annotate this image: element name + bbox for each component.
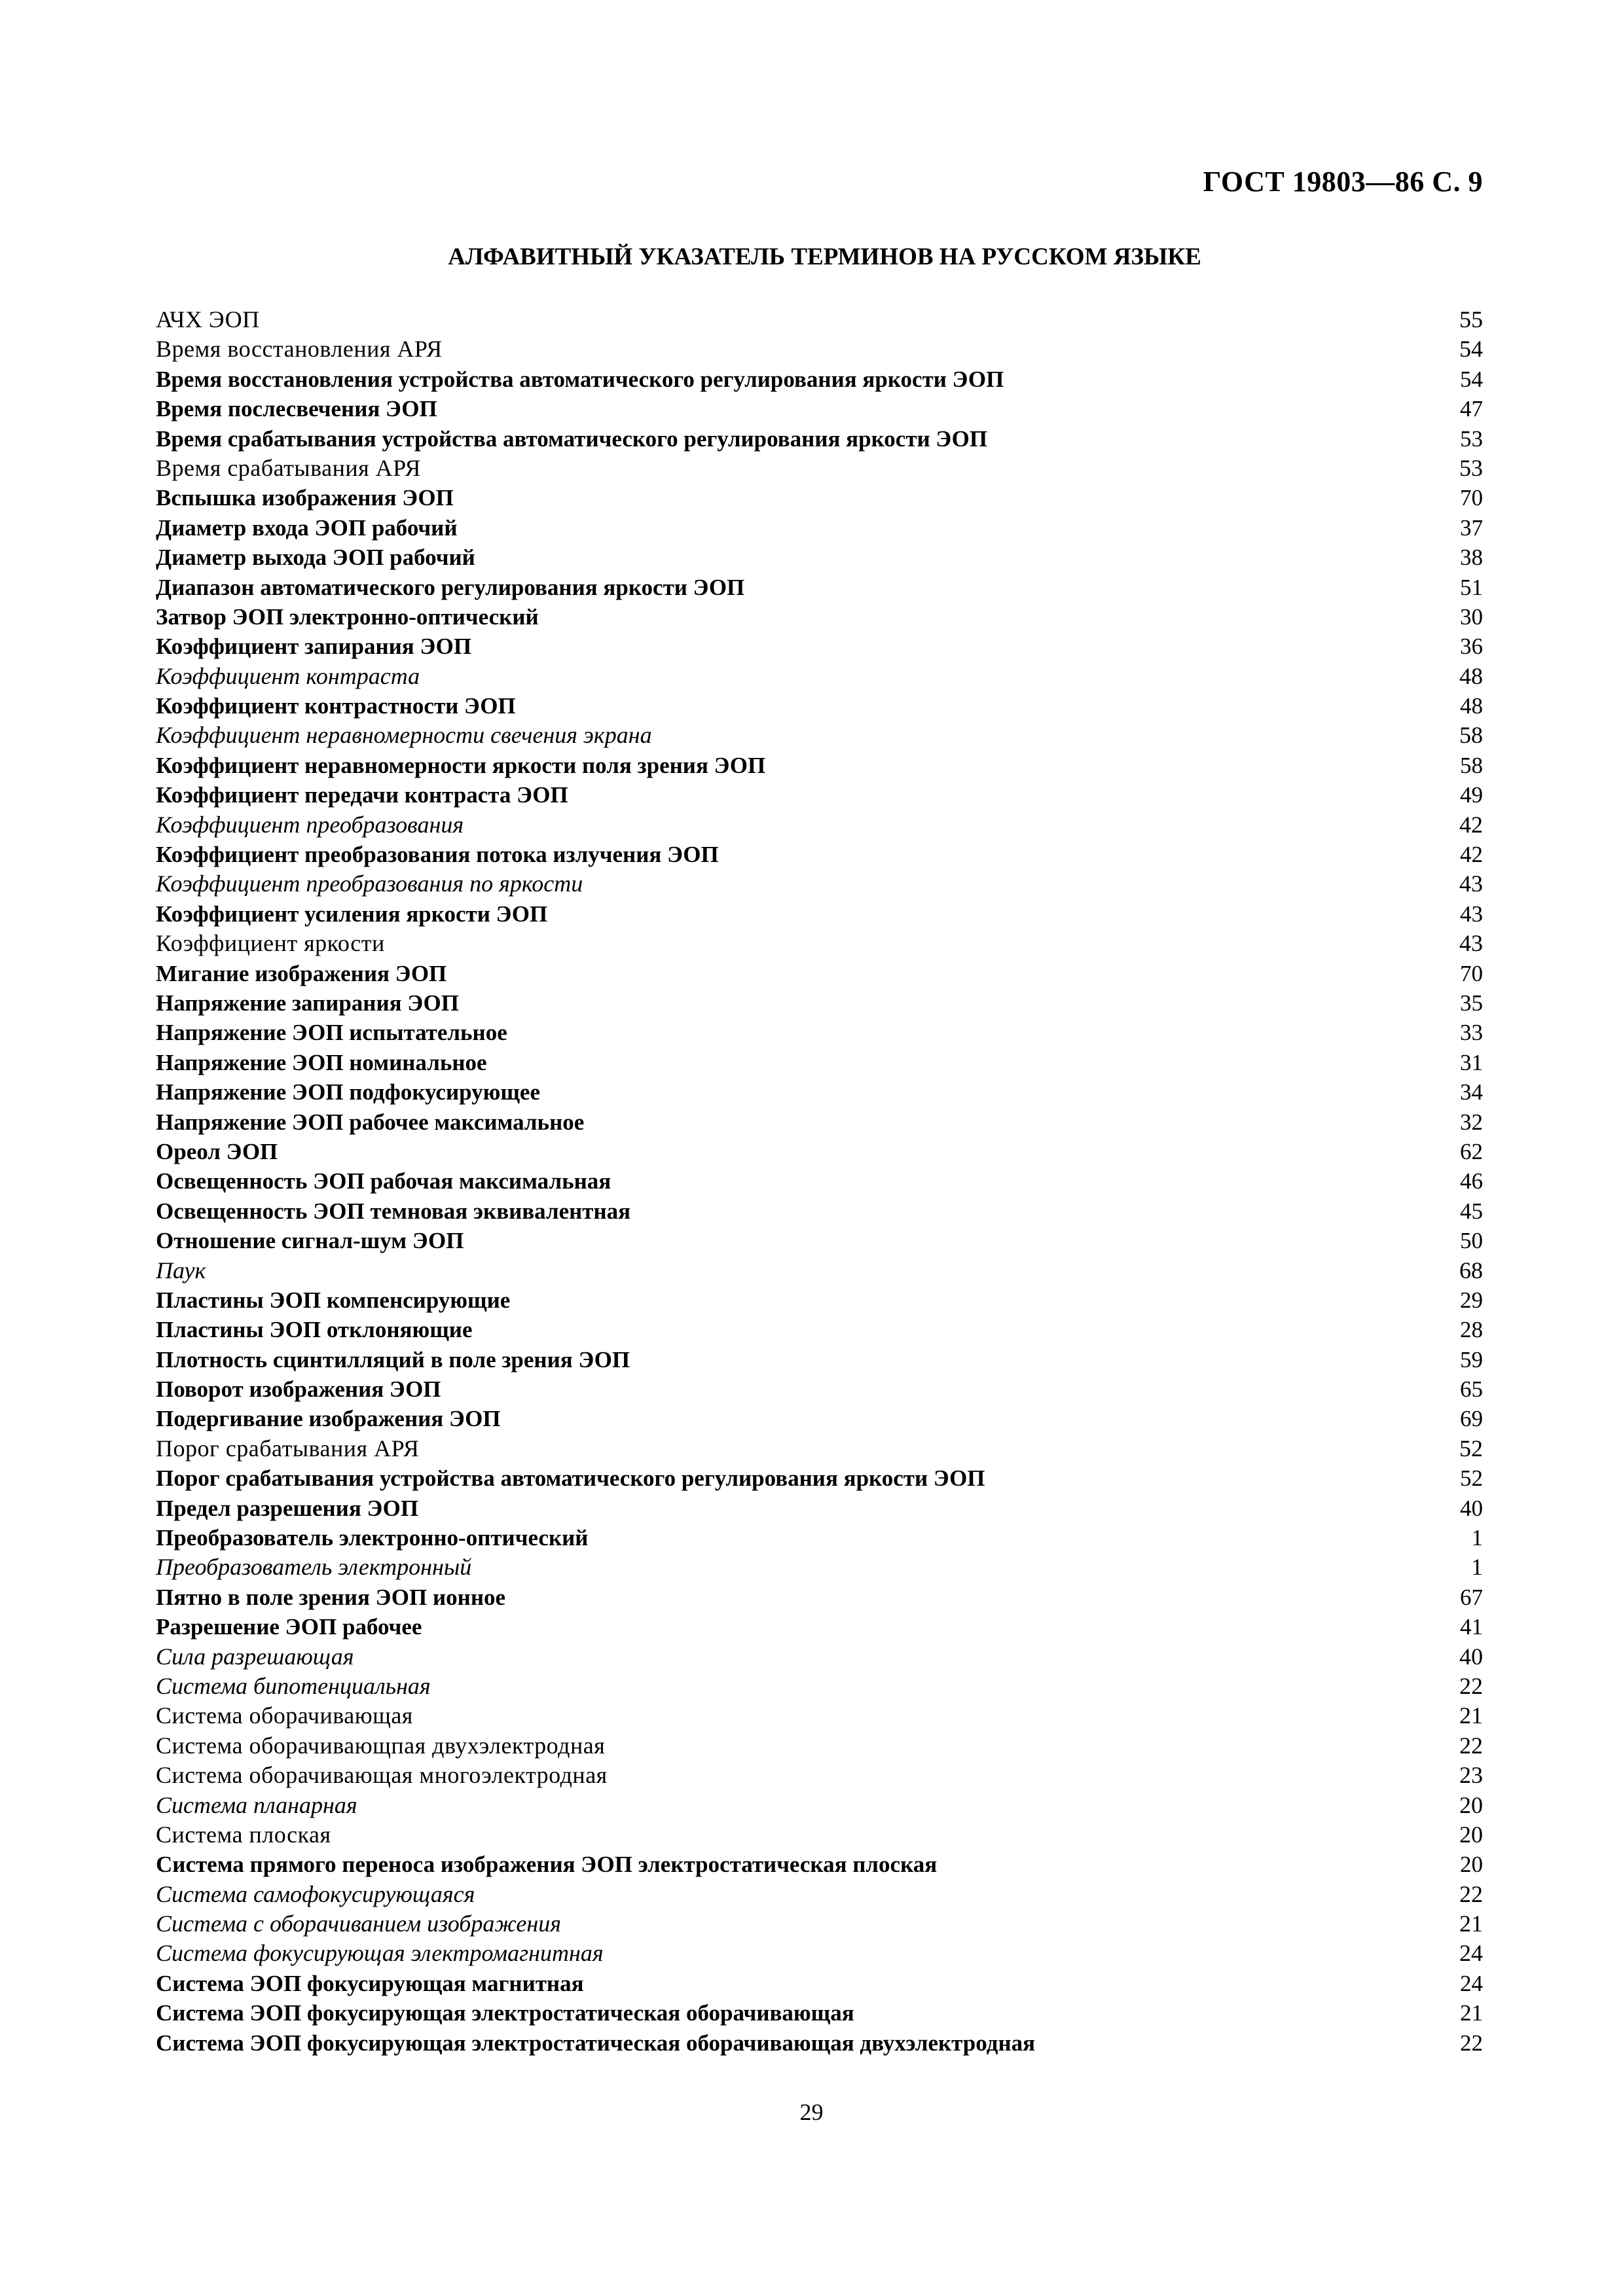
index-entry (156, 1463, 1483, 1493)
index-entry (156, 394, 1483, 423)
index-term: Система самофокусирующаяся (156, 1880, 475, 1907)
index-term: Диаметр входа ЭОП рабочий (156, 514, 458, 541)
index-page-ref: 59 (1460, 1346, 1483, 1372)
index-page-ref: 52 (1459, 1435, 1483, 1462)
index-entry (156, 513, 1483, 543)
index-term: Порог срабатывания устройства автоматического регулирования яркости ЭОП (156, 1465, 985, 1492)
index-term: Система с оборачиванием изображения (156, 1910, 561, 1937)
index-entry (156, 810, 1483, 840)
index-entry (156, 959, 1483, 988)
index-term: Напряжение запирания ЭОП (156, 990, 459, 1016)
index-term: Преобразователь электронный (156, 1554, 472, 1581)
index-term: Поворот изображения ЭОП (156, 1376, 441, 1403)
page-title: АЛФАВИТНЫЙ УКАЗАТЕЛЬ ТЕРМИНОВ НА РУССКОМ ЯЗЫКЕ (448, 243, 1201, 270)
index-page-ref: 67 (1460, 1584, 1483, 1610)
index-entry (156, 1880, 1483, 1909)
index-entry (156, 365, 1483, 394)
index-page-ref: 22 (1459, 1672, 1483, 1699)
index-page-ref: 54 (1459, 336, 1483, 363)
index-entry (156, 483, 1483, 512)
index-term: Диаметр выхода ЭОП рабочий (156, 545, 475, 571)
index-term: Напряжение ЭОП подфокусирующее (156, 1079, 541, 1105)
index-page-ref: 58 (1459, 722, 1483, 749)
index-page-ref: 70 (1460, 485, 1483, 511)
index-page-ref: 69 (1460, 1406, 1483, 1432)
index-term: Коэффициент передачи контраста ЭОП (156, 782, 568, 808)
index-entry (156, 988, 1483, 1018)
index-entry (156, 424, 1483, 454)
index-entry (156, 1701, 1483, 1731)
index-entry (156, 840, 1483, 869)
index-page-ref: 43 (1459, 870, 1483, 897)
index-term: Сила разрешающая (156, 1643, 354, 1670)
index-page-ref: 48 (1460, 693, 1483, 719)
index-page-ref: 46 (1460, 1168, 1483, 1194)
index-term: Паук (156, 1257, 206, 1283)
index-term: Время восстановления устройства автоматического регулирования яркости ЭОП (156, 366, 1004, 392)
index-term: Коэффициент неравномерности свечения экрана (156, 722, 652, 749)
index-page-ref: 53 (1460, 425, 1483, 452)
index-entry (156, 1107, 1483, 1137)
index-term: Затвор ЭОП электронно-оптический (156, 603, 539, 630)
index-term: Время восстановления АРЯ (156, 336, 443, 363)
index-term: Система планарная (156, 1791, 357, 1818)
index-term: Порог срабатывания АРЯ (156, 1435, 420, 1462)
index-entry (156, 1791, 1483, 1820)
index-page-ref: 20 (1459, 1821, 1483, 1848)
index-term: Коэффициент преобразования (156, 811, 464, 838)
index-page-ref: 34 (1460, 1079, 1483, 1105)
index-page-ref: 51 (1460, 574, 1483, 600)
index-term: Время срабатывания АРЯ (156, 454, 421, 481)
index-page-ref: 42 (1460, 842, 1483, 868)
index-entry (156, 662, 1483, 691)
index-term: Отношение сигнал-шум ЭОП (156, 1228, 464, 1254)
index-entry (156, 1731, 1483, 1761)
index-term: Пластины ЭОП отклоняющие (156, 1317, 473, 1343)
index-page-ref: 65 (1460, 1376, 1483, 1403)
index-page-ref: 36 (1460, 634, 1483, 660)
index-term: Время послесвечения ЭОП (156, 396, 437, 422)
index-entry (156, 1285, 1483, 1315)
index-page-ref: 37 (1460, 514, 1483, 541)
index-page-ref: 55 (1459, 306, 1483, 332)
index-page-ref: 24 (1460, 1970, 1483, 1996)
index-term: Коэффициент контраста (156, 662, 420, 689)
index-entry (156, 1137, 1483, 1166)
index-entry (156, 929, 1483, 958)
index-page-ref: 28 (1460, 1317, 1483, 1343)
index-page-ref: 70 (1460, 960, 1483, 986)
index-term: Вспышка изображения ЭОП (156, 485, 454, 511)
index-page-ref: 22 (1459, 1880, 1483, 1907)
index-term: Коэффициент запирания ЭОП (156, 634, 472, 660)
index-page-ref: 41 (1460, 1614, 1483, 1640)
index-entry (156, 780, 1483, 810)
index-term: Коэффициент усиления яркости ЭОП (156, 901, 548, 927)
index-term: Пятно в поле зрения ЭОП ионное (156, 1584, 506, 1610)
index-page-ref: 40 (1459, 1643, 1483, 1670)
index-entry (156, 1612, 1483, 1641)
index-term: Пластины ЭОП компенсирующие (156, 1287, 511, 1313)
index-entry (156, 1909, 1483, 1939)
index-page-ref: 30 (1460, 603, 1483, 630)
index-term: Предел разрешения ЭОП (156, 1495, 419, 1521)
index-page-ref: 20 (1460, 1852, 1483, 1878)
index-entry (156, 1552, 1483, 1582)
index-page-ref: 49 (1460, 782, 1483, 808)
index-entry (156, 1583, 1483, 1612)
index-entry (156, 632, 1483, 661)
index-term: АЧХ ЭОП (156, 306, 260, 332)
index-term: Диапазон автоматического регулирования яркости ЭОП (156, 574, 745, 600)
index-term: Система фокусирующая электромагнитная (156, 1940, 604, 1967)
index-term: Система оборачивающая (156, 1702, 413, 1729)
index-term: Плотность сцинтилляций в поле зрения ЭОП (156, 1346, 630, 1372)
index-page-ref: 40 (1460, 1495, 1483, 1521)
index-term: Коэффициент преобразования по яркости (156, 870, 583, 897)
index-term: Коэффициент неравномерности яркости поля зрения ЭОП (156, 752, 766, 778)
index-entry (156, 1077, 1483, 1107)
index-page-ref: 68 (1459, 1257, 1483, 1283)
index-entry (156, 1256, 1483, 1285)
index-entry (156, 1761, 1483, 1790)
index-term: Время срабатывания устройства автоматического регулирования яркости ЭОП (156, 425, 988, 452)
index-page-ref: 42 (1459, 811, 1483, 838)
index-entry (156, 1850, 1483, 1879)
index-term: Система ЭОП фокусирующая электростатическая оборачивающая (156, 2000, 854, 2026)
index-entry (156, 1642, 1483, 1672)
index-term: Система прямого переноса изображения ЭОП электростатическая плоская (156, 1852, 938, 1878)
index-page-ref: 1 (1471, 1525, 1483, 1551)
index-entry (156, 899, 1483, 929)
index-term: Коэффициент контрастности ЭОП (156, 693, 516, 719)
index-term: Подергивание изображения ЭОП (156, 1406, 501, 1432)
index-entry (156, 721, 1483, 750)
page-number: 29 (799, 2099, 824, 2125)
index-page-ref: 21 (1460, 2000, 1483, 2026)
index-entry (156, 2028, 1483, 2058)
index-entry (156, 1166, 1483, 1196)
index-term: Ореол ЭОП (156, 1138, 278, 1164)
document-header: ГОСТ 19803—86 С. 9 (1203, 166, 1483, 198)
index-page-ref: 48 (1459, 662, 1483, 689)
index-page-ref: 32 (1460, 1109, 1483, 1135)
index-term: Мигание изображения ЭОП (156, 960, 447, 986)
index-page-ref: 23 (1459, 1762, 1483, 1789)
index-entry (156, 1404, 1483, 1433)
index-term: Система ЭОП фокусирующая электростатическая оборачивающая двухэлектродная (156, 2030, 1036, 2056)
term-index-list (156, 305, 1483, 2058)
index-entry (156, 1672, 1483, 1701)
index-page-ref: 54 (1460, 366, 1483, 392)
index-entry (156, 573, 1483, 602)
index-page-ref: 62 (1460, 1138, 1483, 1164)
index-page-ref: 50 (1460, 1228, 1483, 1254)
index-page-ref: 38 (1460, 545, 1483, 571)
index-page-ref: 22 (1460, 2030, 1483, 2056)
index-term: Напряжение ЭОП номинальное (156, 1049, 487, 1075)
index-entry (156, 1494, 1483, 1523)
index-entry (156, 1820, 1483, 1850)
index-page-ref: 43 (1459, 930, 1483, 957)
index-entry (156, 334, 1483, 364)
index-page-ref: 22 (1459, 1732, 1483, 1759)
index-page-ref: 43 (1460, 901, 1483, 927)
index-term: Преобразователь электронно-оптический (156, 1525, 589, 1551)
index-entry (156, 1998, 1483, 2028)
index-term: Система оборачивающпая двухэлектродная (156, 1732, 606, 1759)
index-entry (156, 1374, 1483, 1404)
index-page-ref: 29 (1460, 1287, 1483, 1313)
index-page-ref: 21 (1459, 1702, 1483, 1729)
index-page-ref: 45 (1460, 1198, 1483, 1224)
index-entry (156, 1196, 1483, 1226)
index-entry (156, 1315, 1483, 1344)
index-entry (156, 869, 1483, 899)
index-entry (156, 1939, 1483, 1968)
index-entry (156, 305, 1483, 334)
index-entry (156, 1018, 1483, 1047)
index-entry (156, 454, 1483, 483)
index-term: Освещенность ЭОП темновая эквивалентная (156, 1198, 631, 1224)
index-entry (156, 1226, 1483, 1255)
index-entry (156, 543, 1483, 572)
index-term: Разрешение ЭОП рабочее (156, 1614, 422, 1640)
index-page-ref: 58 (1460, 752, 1483, 778)
index-term: Освещенность ЭОП рабочая максимальная (156, 1168, 611, 1194)
index-page-ref: 35 (1460, 990, 1483, 1016)
index-term: Система плоская (156, 1821, 331, 1848)
index-entry (156, 1523, 1483, 1552)
index-term: Система оборачивающая многоэлектродная (156, 1762, 608, 1789)
index-term: Напряжение ЭОП рабочее максимальное (156, 1109, 585, 1135)
index-entry (156, 1434, 1483, 1463)
index-entry (156, 1345, 1483, 1374)
index-page-ref: 53 (1459, 454, 1483, 481)
index-page-ref: 31 (1460, 1049, 1483, 1075)
index-page-ref: 33 (1460, 1020, 1483, 1046)
index-term: Напряжение ЭОП испытательное (156, 1020, 507, 1046)
index-term: Коэффициент яркости (156, 930, 385, 957)
index-term: Коэффициент преобразования потока излучения ЭОП (156, 842, 719, 868)
index-entry (156, 751, 1483, 780)
index-entry (156, 691, 1483, 721)
index-entry (156, 602, 1483, 632)
index-page-ref: 1 (1471, 1554, 1483, 1581)
index-page-ref: 24 (1459, 1940, 1483, 1967)
index-page-ref: 52 (1460, 1465, 1483, 1492)
index-page-ref: 47 (1460, 396, 1483, 422)
index-page-ref: 20 (1459, 1791, 1483, 1818)
index-entry (156, 1048, 1483, 1077)
index-term: Система бипотенциальная (156, 1672, 431, 1699)
index-term: Система ЭОП фокусирующая магнитная (156, 1970, 584, 1996)
index-entry (156, 1969, 1483, 1998)
index-page-ref: 21 (1459, 1910, 1483, 1937)
